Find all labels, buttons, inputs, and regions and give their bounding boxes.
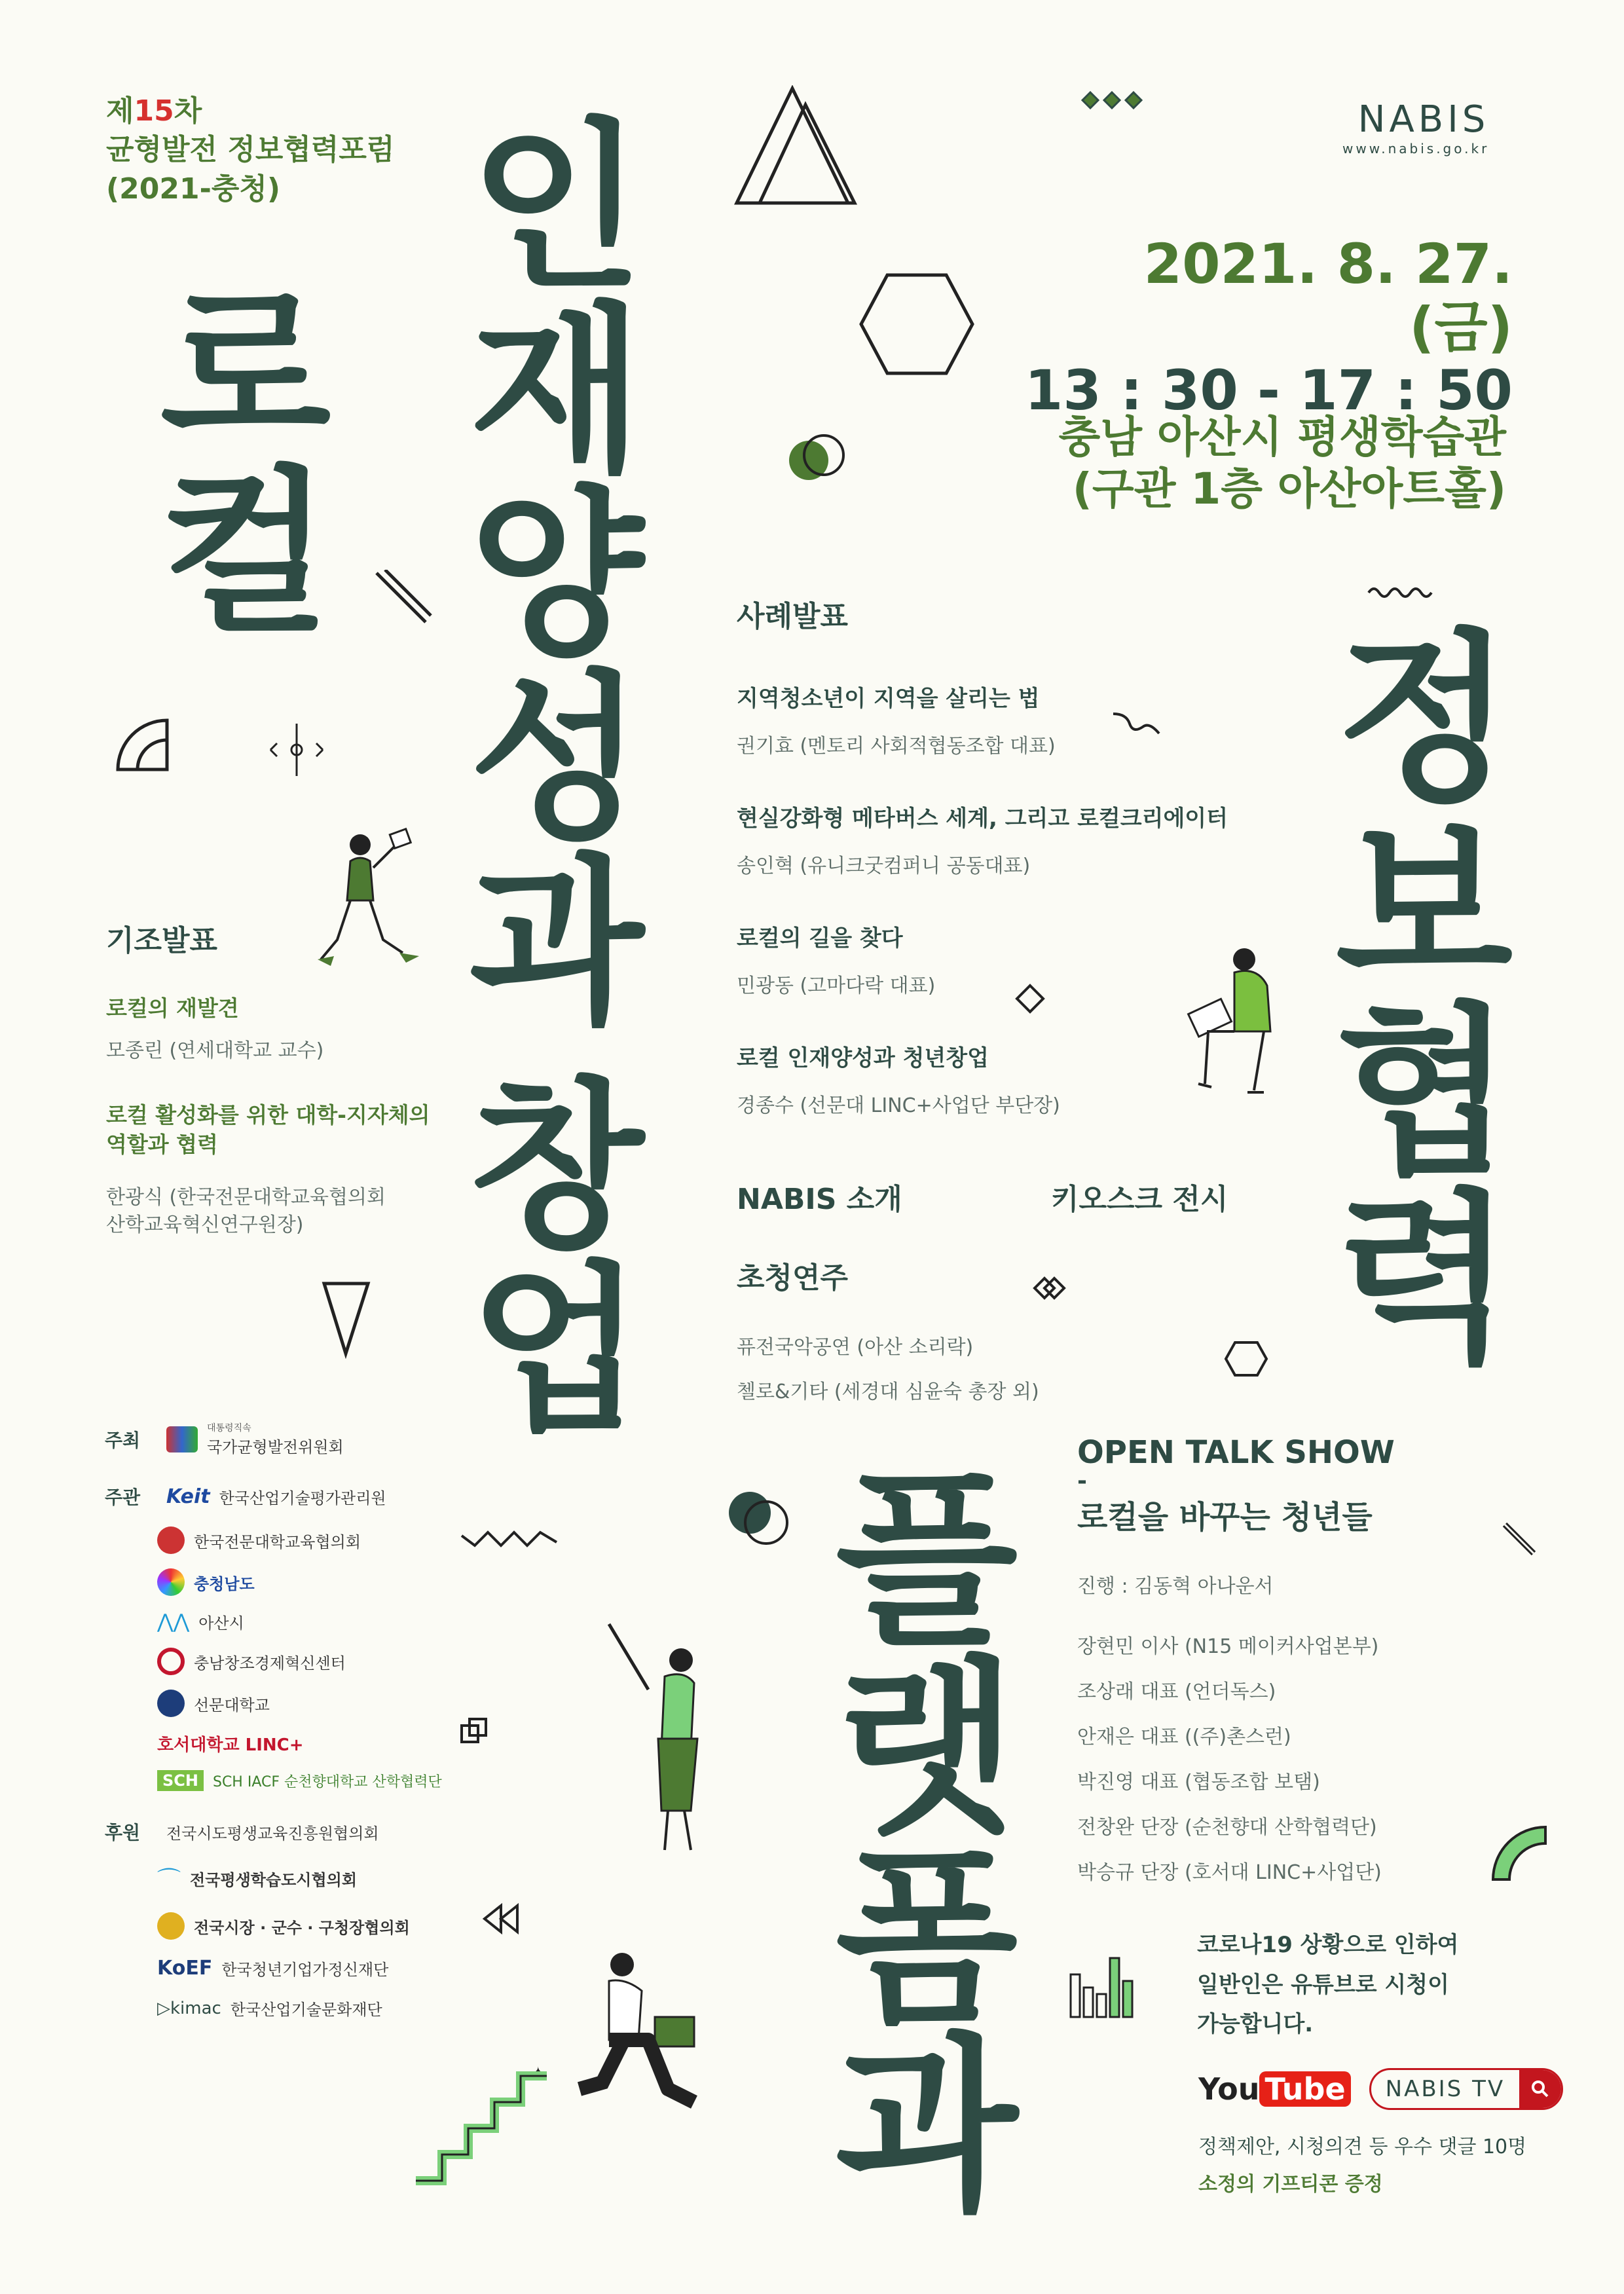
case-title: 로컬의 길을 찾다 bbox=[737, 925, 903, 952]
double-triangle-icon bbox=[733, 85, 864, 210]
notice-line: 코로나19 상황으로 인하여 bbox=[1197, 1932, 1459, 1958]
case-title: 현실강화형 메타버스 세계, 그리고 로컬크리에이터 bbox=[737, 805, 1228, 832]
org-logo-icon: ⌒ bbox=[157, 1867, 181, 1894]
crosshair-icon bbox=[267, 720, 326, 779]
organizers bbox=[105, 1421, 498, 2020]
org-logo-icon bbox=[157, 1690, 185, 1717]
org-logo-icon bbox=[157, 1912, 185, 1940]
title-platform bbox=[822, 1451, 1031, 2236]
youtube-logo[interactable] bbox=[1198, 2071, 1351, 2107]
performance-item: 첼로&기타 (세경대 심윤숙 총장 외) bbox=[737, 1380, 1039, 1403]
title-platform-char: 랫 bbox=[835, 1640, 1018, 1859]
panelist: 박진영 대표 (협동조합 보탬) bbox=[1077, 1771, 1320, 1794]
talkshow-heading: OPEN TALK SHOW bbox=[1077, 1434, 1395, 1471]
manage-org: 아산시 bbox=[198, 1614, 244, 1633]
support-item bbox=[157, 1862, 498, 1895]
keynote-speaker: 한광식 (한국전문대학교육협의회 산학교육혁신연구원장) bbox=[106, 1186, 386, 1237]
manage-org: 한국산업기술평가관리원 bbox=[219, 1489, 386, 1508]
org-logo-icon: KoEF bbox=[157, 1957, 213, 1980]
arc-icon bbox=[1486, 1821, 1552, 1886]
circles-icon-2 bbox=[724, 1487, 796, 1552]
slash-icon bbox=[1500, 1519, 1539, 1559]
title-info-char: 정 bbox=[1335, 614, 1513, 827]
youtube-you: You bbox=[1198, 2071, 1260, 2107]
sparkle-icon: ✦ bbox=[602, 2064, 615, 2081]
person-briefcase-illustration bbox=[576, 1945, 720, 2135]
title-talent-char: 성 bbox=[469, 655, 644, 865]
edition-prefix: 제 bbox=[106, 94, 134, 128]
org-logo-icon: SCH bbox=[157, 1770, 204, 1791]
manage-label: 주관 bbox=[105, 1487, 141, 1508]
case-speaker: 송인혁 (유니크굿컴퍼니 공동대표) bbox=[737, 855, 1031, 878]
manage-item bbox=[157, 1731, 498, 1756]
keynote-speaker: 모종린 (연세대학교 교수) bbox=[106, 1039, 324, 1062]
title-talent-char: 양 bbox=[469, 471, 644, 681]
manage-item bbox=[157, 1568, 498, 1596]
title-platform-char: 플 bbox=[835, 1451, 1018, 1671]
diamonds-icon bbox=[1080, 90, 1146, 110]
title-info-char: 력 bbox=[1335, 1174, 1513, 1387]
manage-org: 선문대학교 bbox=[194, 1695, 270, 1714]
title-info-char: 협 bbox=[1335, 987, 1513, 1200]
edition-suffix: 차 bbox=[174, 94, 202, 128]
keynote-heading: 기조발표 bbox=[106, 924, 218, 957]
diamond-icon bbox=[1014, 982, 1046, 1015]
channel-name: NABIS TV bbox=[1385, 2076, 1505, 2102]
event-date: 2021. 8. 27. (금) bbox=[1143, 232, 1513, 360]
forum-info bbox=[106, 92, 394, 208]
search-icon[interactable] bbox=[1519, 2070, 1561, 2108]
host-logo-icon bbox=[166, 1426, 198, 1452]
panelist: 안재은 대표 ((주)촌스런) bbox=[1077, 1726, 1291, 1749]
org-logo-icon: ⋀⋀ bbox=[157, 1610, 190, 1633]
nabis-wordmark: NABIS bbox=[1357, 98, 1490, 141]
title-local-char: 컬 bbox=[160, 450, 331, 656]
wave-icon bbox=[1365, 583, 1437, 602]
manage-item bbox=[157, 1690, 498, 1717]
nabis-intro: NABIS 소개 bbox=[737, 1183, 902, 1216]
support-item bbox=[157, 1912, 498, 1940]
performance-heading: 초청연주 bbox=[737, 1261, 849, 1295]
channel-search-box[interactable] bbox=[1369, 2068, 1563, 2110]
cases-heading: 사례발표 bbox=[737, 600, 849, 633]
event-datetime bbox=[1022, 232, 1513, 422]
title-platform-char: 과 bbox=[835, 2017, 1018, 2236]
keynote-title: 로컬의 재발견 bbox=[106, 995, 239, 1021]
keit-logo-icon: Keit bbox=[166, 1485, 210, 1508]
manage-item bbox=[157, 1526, 498, 1554]
panelist: 박승규 단장 (호서대 LINC+사업단) bbox=[1077, 1861, 1382, 1885]
down-triangle-icon bbox=[321, 1280, 373, 1359]
case-title: 로컬 인재양성과 청년창업 bbox=[737, 1045, 989, 1071]
stairs-icon bbox=[409, 2043, 553, 2194]
support-label: 후원 bbox=[105, 1822, 141, 1843]
manage-org: 호서대학교 LINC+ bbox=[157, 1735, 304, 1755]
org-logo-icon bbox=[157, 1568, 185, 1596]
quarter-circle-icon bbox=[111, 714, 177, 779]
title-talent-char: 과 bbox=[469, 839, 644, 1049]
title-platform-char: 폼 bbox=[835, 1828, 1018, 2048]
support-org: 전국시도평생교육진흥원협의회 bbox=[166, 1824, 379, 1843]
manage-item bbox=[157, 1648, 498, 1675]
reward-line: 소정의 기프티콘 증정 bbox=[1198, 2173, 1383, 2196]
title-local bbox=[154, 267, 337, 656]
manage-org: SCH IACF 순천향대학교 산학협력단 bbox=[212, 1773, 442, 1790]
title-info bbox=[1326, 614, 1522, 1387]
nabis-logo[interactable] bbox=[1342, 98, 1489, 157]
talkshow-subtitle: 로컬을 바꾸는 청년들 bbox=[1077, 1499, 1373, 1536]
manage-list bbox=[105, 1526, 498, 1791]
support-org: 전국시장 · 군수 · 구청장협의회 bbox=[194, 1918, 410, 1937]
support-row bbox=[105, 1819, 498, 1845]
title-talent-char: 인 bbox=[469, 103, 644, 313]
title-local-char: 로 bbox=[160, 267, 331, 473]
covid-notice bbox=[1197, 1925, 1458, 2044]
kiosk-exhibit: 키오스크 전시 bbox=[1051, 1183, 1228, 1216]
host-row bbox=[105, 1421, 498, 1457]
keynote-title: 로컬 활성화를 위한 대학-지자체의 역할과 협력 bbox=[106, 1102, 430, 1157]
case-speaker: 경종수 (선문대 LINC+사업단 부단장) bbox=[737, 1094, 1060, 1117]
case-speaker: 권기효 (멘토리 사회적협동조합 대표) bbox=[737, 735, 1056, 758]
manage-org: 충청남도 bbox=[194, 1574, 255, 1593]
host-small: 대통령직속 bbox=[207, 1423, 251, 1434]
performance-item: 퓨전국악공연 (아산 소리락) bbox=[737, 1336, 974, 1359]
manage-org: 충남창조경제혁신센터 bbox=[194, 1654, 346, 1673]
support-item bbox=[157, 1997, 498, 2020]
circles-icon bbox=[786, 429, 851, 488]
squiggle-icon bbox=[1110, 704, 1162, 737]
talkshow-section bbox=[1077, 1434, 1483, 1885]
org-logo-icon bbox=[157, 1648, 185, 1675]
edition-number: 15 bbox=[134, 94, 174, 128]
support-org: 전국평생학습도시협의회 bbox=[190, 1871, 358, 1889]
title-talent bbox=[458, 103, 655, 1456]
talkshow-host: 진행 : 김동혁 아나운서 bbox=[1077, 1575, 1274, 1599]
venue-line2: (구관 1층 아산아트홀) bbox=[1072, 464, 1506, 515]
person-laptop-illustration bbox=[1179, 943, 1303, 1107]
support-org: 한국청년기업가정신재단 bbox=[221, 1961, 389, 1979]
title-talent-char: 창 bbox=[469, 1062, 644, 1272]
host-name: 국가균형발전위원회 bbox=[207, 1438, 344, 1456]
title-talent-char: 업 bbox=[469, 1246, 644, 1456]
person-pointing-illustration bbox=[596, 1611, 727, 1866]
forum-name: 균형발전 정보협력포럼 bbox=[106, 133, 395, 167]
case-speaker: 민광동 (고마다락 대표) bbox=[737, 974, 936, 997]
slash-lines-icon bbox=[373, 570, 432, 629]
forum-region: (2021-충청) bbox=[106, 172, 280, 206]
support-item bbox=[157, 1957, 498, 1980]
notice-line: 가능합니다. bbox=[1197, 2011, 1314, 2038]
org-logo-icon bbox=[157, 1526, 185, 1554]
manage-row bbox=[105, 1483, 498, 1509]
venue-line1: 충남 아산시 평생학습관 bbox=[1058, 412, 1506, 462]
bar-graph-icon bbox=[1067, 1955, 1146, 2020]
manage-item bbox=[157, 1610, 498, 1633]
double-diamond-icon bbox=[1031, 1272, 1077, 1304]
org-logo-icon: ▷kimac bbox=[157, 1998, 221, 2018]
panelist: 장현민 이사 (N15 메이커사업본부) bbox=[1077, 1635, 1379, 1659]
case-title: 지역청소년이 지역을 살리는 법 bbox=[737, 686, 1040, 712]
manage-item bbox=[157, 1770, 498, 1791]
notice-line: 일반인은 유튜브로 시청이 bbox=[1197, 1971, 1449, 1998]
panelist: 조상래 대표 (언더독스) bbox=[1077, 1680, 1276, 1704]
support-org: 한국산업기술문화재단 bbox=[230, 2001, 382, 2019]
panelist: 전창완 단장 (순천향대 산학협력단) bbox=[1077, 1816, 1377, 1840]
small-hexagon-icon bbox=[1223, 1339, 1269, 1378]
reward-line: 정책제안, 시청의견 등 우수 댓글 10명 bbox=[1198, 2136, 1527, 2158]
youtube-channel[interactable] bbox=[1198, 2068, 1563, 2110]
title-talent-char: 재 bbox=[469, 287, 644, 497]
event-time: 13 : 30 - 17 : 50 bbox=[1024, 358, 1513, 423]
manage-org: 한국전문대학교육협의회 bbox=[194, 1532, 361, 1551]
support-list bbox=[105, 1862, 498, 2020]
reward-info bbox=[1198, 2128, 1526, 2203]
youtube-tube: Tube bbox=[1259, 2071, 1350, 2107]
talkshow-dash: - bbox=[1077, 1468, 1087, 1494]
sparkle-icon: ✦ bbox=[530, 2063, 546, 2084]
title-info-char: 보 bbox=[1335, 800, 1513, 1014]
hexagon-icon bbox=[858, 272, 976, 377]
nabis-url: www.nabis.go.kr bbox=[1342, 141, 1490, 157]
host-label: 주최 bbox=[105, 1429, 141, 1451]
forum-edition bbox=[106, 92, 394, 130]
event-venue bbox=[969, 411, 1506, 515]
keynote-section bbox=[106, 917, 473, 1239]
